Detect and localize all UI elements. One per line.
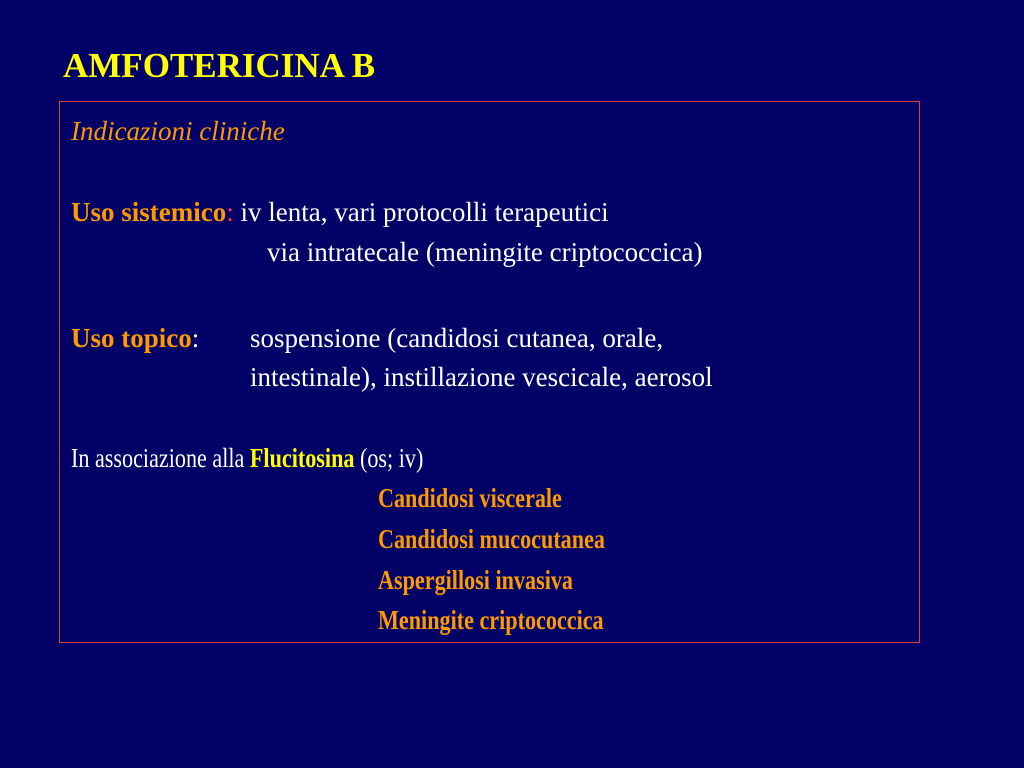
topical-use-line-1: [71, 321, 199, 355]
slide-title: AMFOTERICINA B: [63, 46, 376, 85]
systemic-use-line-1: [71, 195, 609, 229]
systemic-use-text-1: iv lenta, vari protocolli terapeutici: [233, 197, 609, 227]
topical-use-colon: :: [191, 323, 200, 353]
association-prefix: In associazione alla: [71, 443, 250, 473]
systemic-use-colon: :: [226, 197, 234, 227]
association-suffix: (os; iv): [354, 443, 424, 473]
indication-item: Aspergillosi invasiva: [378, 565, 573, 595]
topical-use-label: Uso topico: [71, 323, 192, 353]
topical-use-text-2: intestinale), instillazione vescicale, aerosol: [250, 362, 713, 392]
association-drug: Flucitosina: [249, 443, 355, 473]
systemic-use-label: Uso sistemico: [71, 197, 227, 227]
systemic-use-text-2: via intratecale (meningite criptococcica): [267, 237, 703, 267]
indication-item: Candidosi viscerale: [378, 483, 562, 513]
indication-item: Candidosi mucocutanea: [378, 524, 605, 554]
topical-use-text-1: sospensione (candidosi cutanea, orale,: [250, 323, 664, 353]
association-line: [71, 441, 501, 475]
section-heading: Indicazioni cliniche: [71, 116, 285, 146]
indication-item: Meningite criptococcica: [378, 605, 604, 635]
